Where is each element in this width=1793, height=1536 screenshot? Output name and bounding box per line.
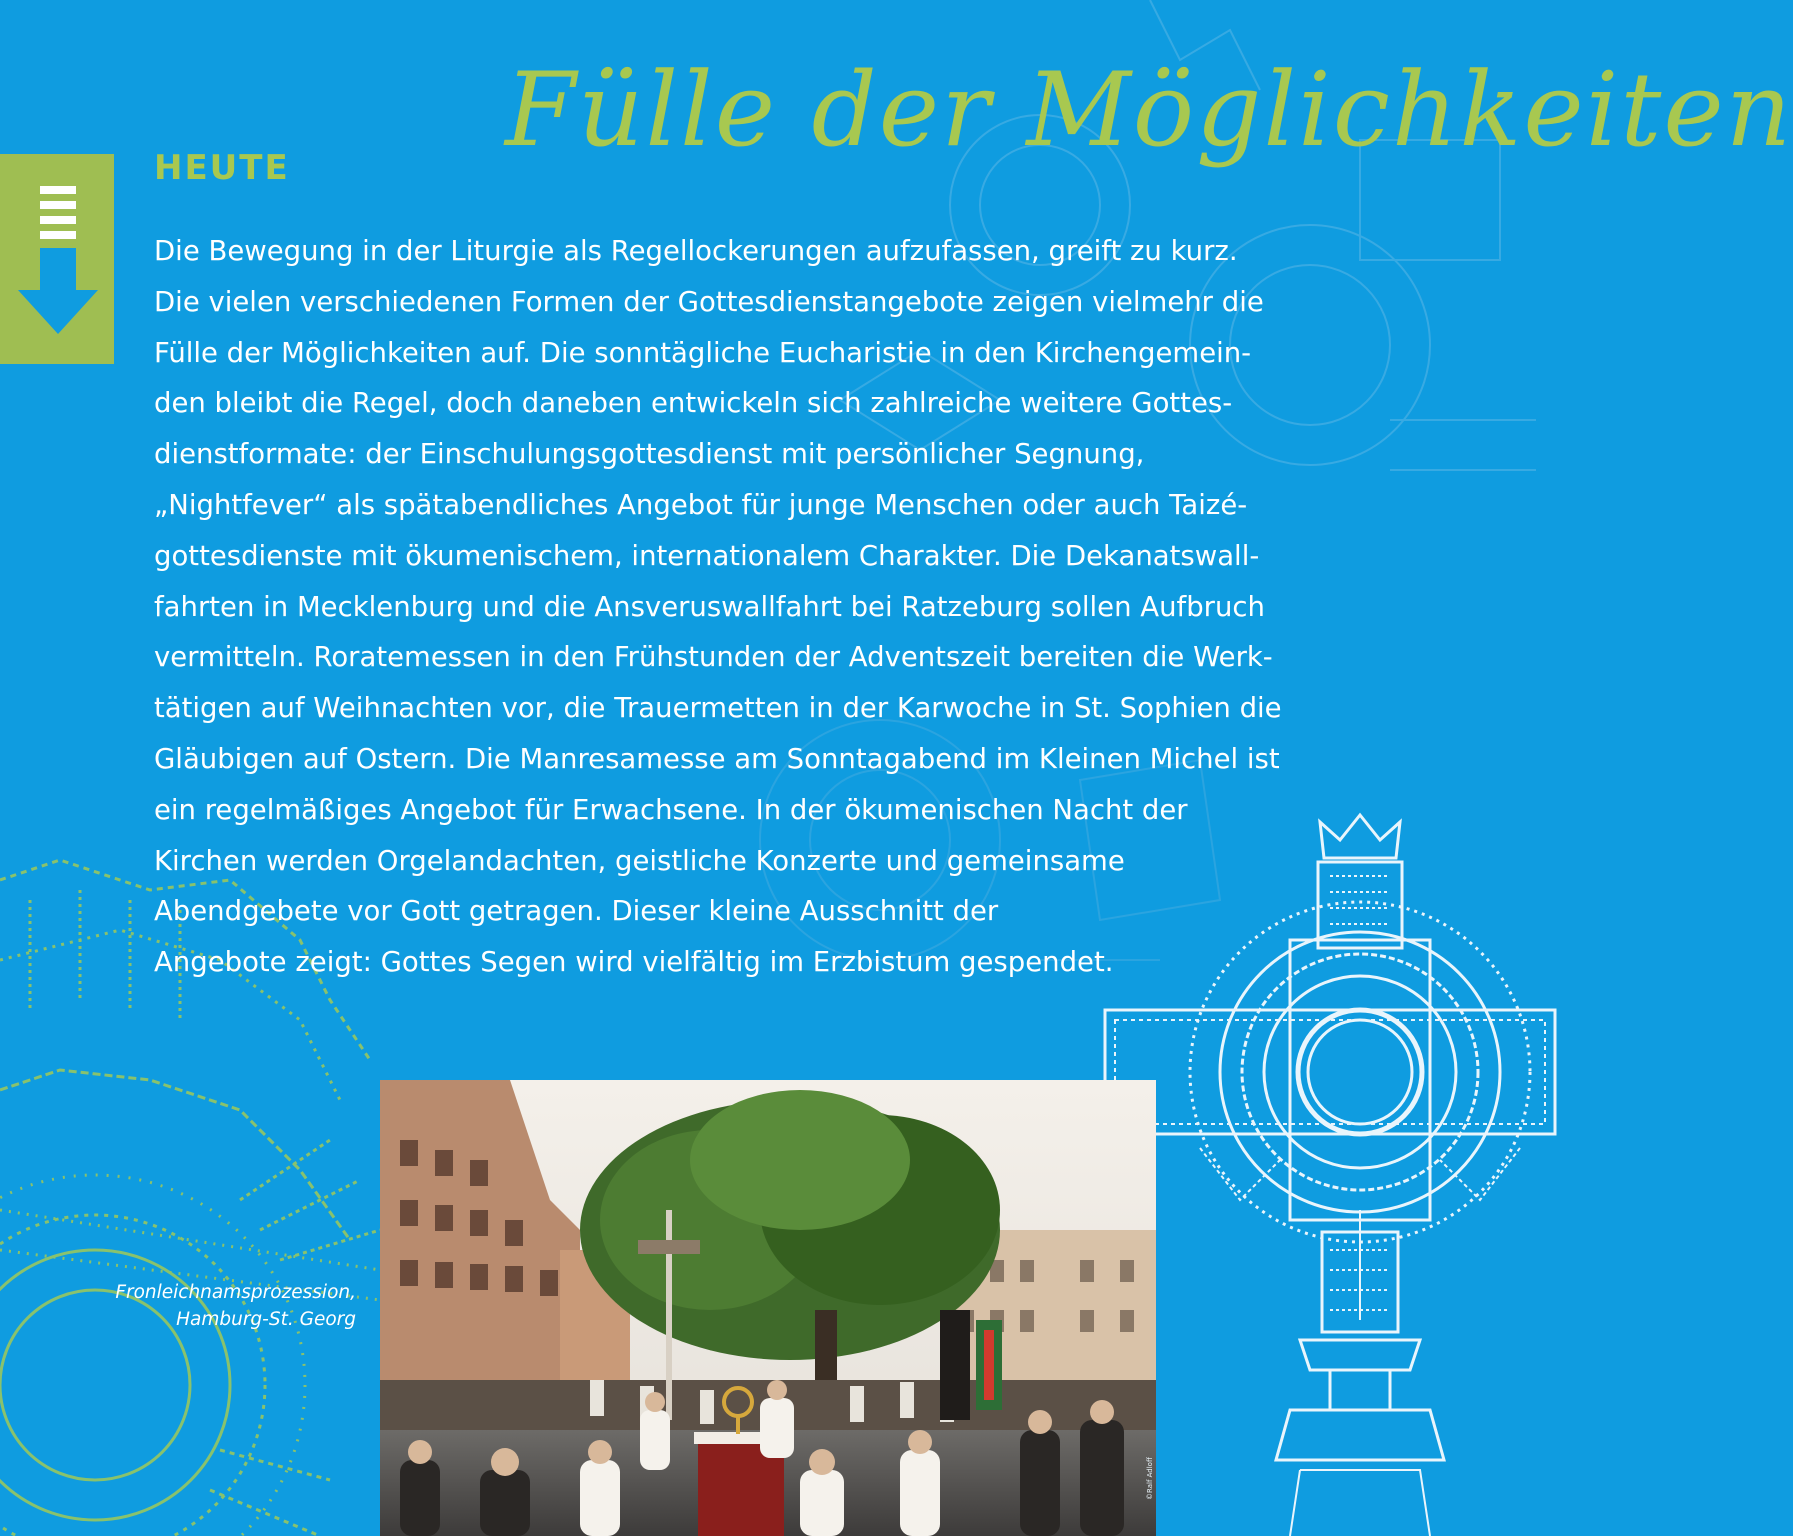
body-line: Gläubigen auf Ostern. Die Manresamesse am Sonntagabend im Kleinen Michel ist — [154, 742, 1280, 775]
body-line: gottesdienste mit ökumenischem, internationalem Charakter. Die Dekanatswall- — [154, 539, 1260, 572]
procession-photo-illustration — [380, 1080, 1156, 1536]
body-line: Abendgebete vor Gott getragen. Dieser kleine Ausschnitt der — [154, 895, 999, 928]
body-line: ein regelmäßiges Angebot für Erwachsene. In der ökumenischen Nacht der — [154, 793, 1188, 826]
body-line: den bleibt die Regel, doch daneben entwickeln sich zahlreiche weitere Gottes- — [154, 387, 1233, 420]
body-line: vermitteln. Roratemessen in den Frühstunden der Adventszeit bereiten die Werk- — [154, 641, 1273, 674]
arrow-down-icon — [0, 154, 114, 364]
body-line: Die vielen verschiedenen Formen der Gottesdienstangebote zeigen vielmehr die — [154, 285, 1264, 318]
body-line: Fülle der Möglichkeiten auf. Die sonntägliche Eucharistie in den Kirchengemein- — [154, 336, 1252, 369]
body-line: fahrten in Mecklenburg und die Ansveruswallfahrt bei Ratzeburg sollen Aufbruch — [154, 590, 1265, 623]
photo-caption — [60, 1279, 356, 1333]
section-marker — [0, 154, 114, 364]
caption-line-2: Hamburg-St. Georg — [176, 1309, 356, 1330]
body-line: dienstformate: der Einschulungsgottesdienst mit persönlicher Segnung, — [154, 438, 1145, 471]
body-line: tätigen auf Weihnachten vor, die Trauermetten in der Karwoche in St. Sophien die — [154, 692, 1282, 725]
body-line: Angebote zeigt: Gottes Segen wird vielfältig im Erzbistum gespendet. — [154, 946, 1114, 979]
photo-credit: ©Ralf Adloff — [1146, 1457, 1154, 1500]
body-line: Die Bewegung in der Liturgie als Regellockerungen aufzufassen, greift zu kurz. — [154, 235, 1238, 267]
body-line: Kirchen werden Orgelandachten, geistliche Konzerte und gemeinsame — [154, 844, 1125, 877]
procession-photo — [380, 1080, 1156, 1536]
section-label: HEUTE — [154, 148, 290, 188]
body-line: „Nightfever“ als spätabendliches Angebot für junge Menschen oder auch Taizé- — [154, 488, 1248, 521]
headline: Fülle der Möglichkeiten — [505, 51, 1793, 170]
body-text — [154, 226, 1394, 988]
caption-line-1: Fronleichnamsprozession, — [115, 1282, 356, 1303]
